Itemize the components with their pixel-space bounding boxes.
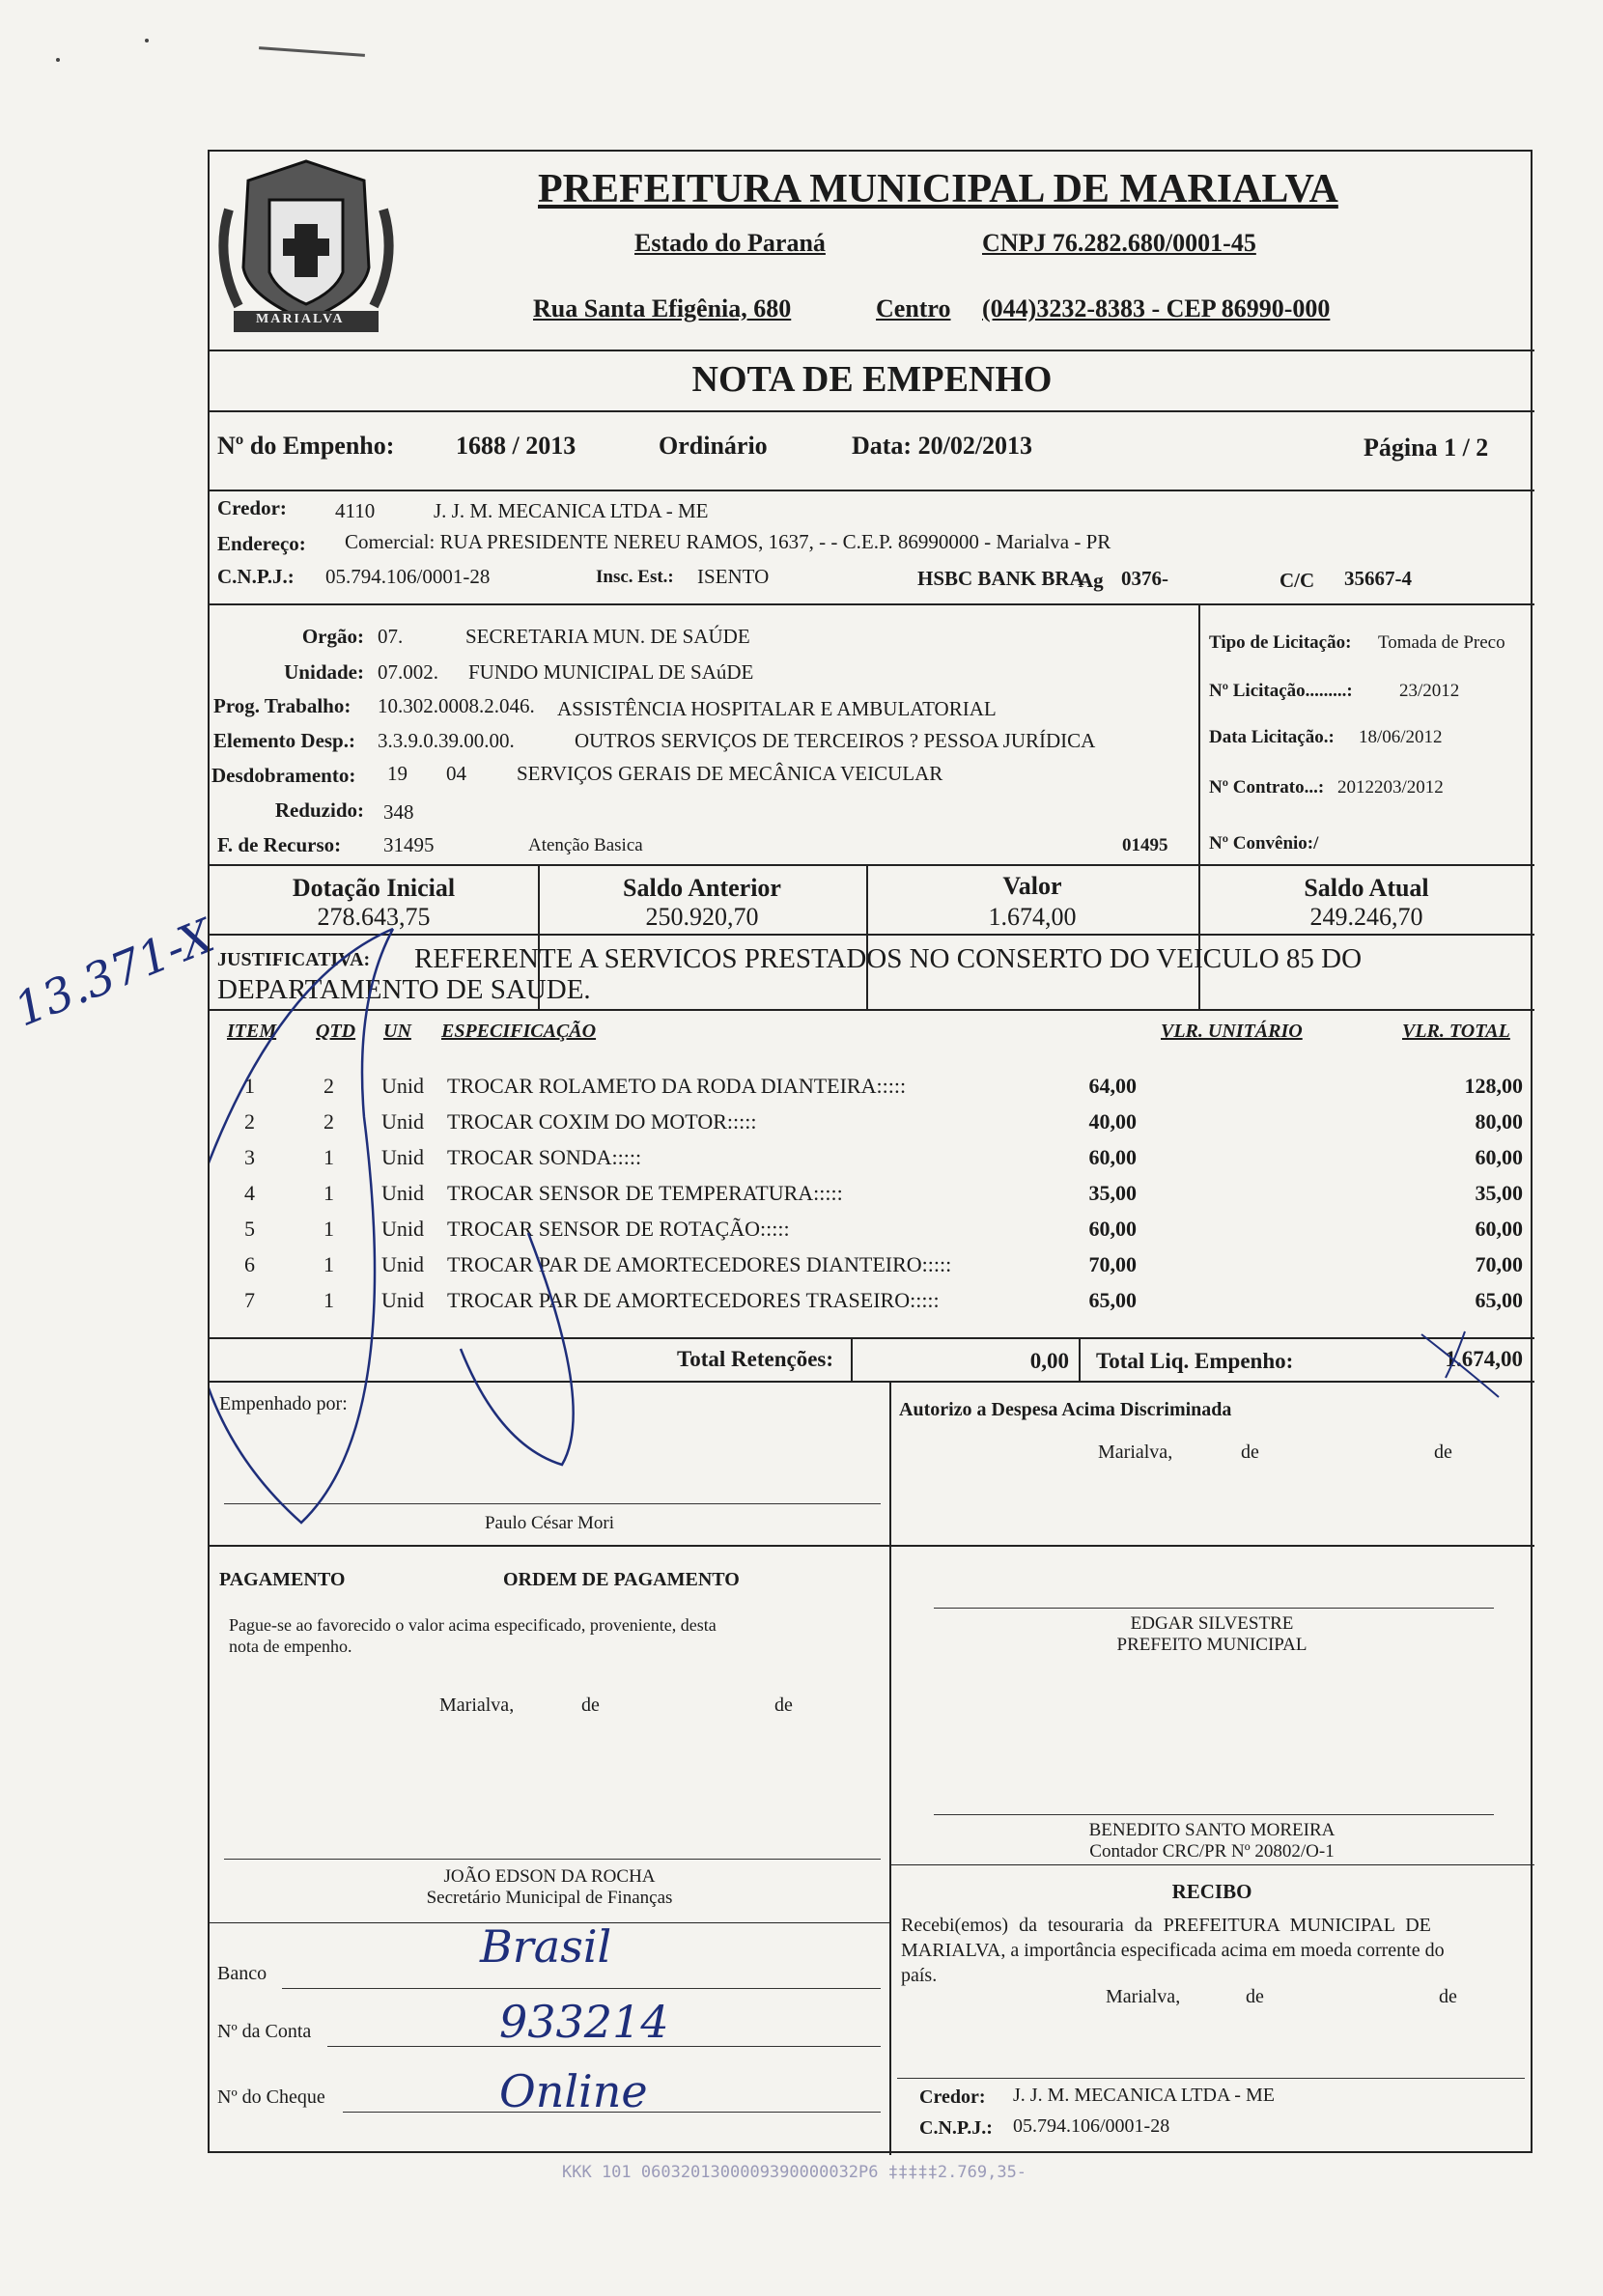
recibo-de-1: de (1246, 1986, 1264, 2007)
empenho-number-label: Nº do Empenho: (217, 432, 395, 460)
account-label: C/C (1280, 569, 1315, 592)
item-unit: Unid (381, 1181, 424, 1205)
item-unit: Unid (381, 1288, 424, 1312)
empenho-type: Ordinário (659, 432, 768, 460)
autorizo-label: Autorizo a Despesa Acima Discriminada (899, 1399, 1232, 1420)
saldo-atual-label: Saldo Atual (1304, 874, 1429, 902)
saldo-anterior-label: Saldo Anterior (623, 874, 781, 902)
col-espec-header: ESPECIFICAÇÃO (441, 1021, 597, 1042)
credor-label: Credor: (217, 496, 287, 519)
reduzido-value: 348 (383, 800, 414, 824)
item-quantity: 2 (323, 1074, 334, 1098)
page-number: Página 1 / 2 (1364, 434, 1489, 462)
pague-line-1: Pague-se ao favorecido o valor acima especificado, proveniente, desta (229, 1615, 717, 1635)
licitacao-number-label: Nº Licitação.........: (1209, 681, 1353, 701)
justificativa-label: JUSTIFICATIVA: (217, 949, 371, 970)
item-description: TROCAR SENSOR DE TEMPERATURA::::: (447, 1181, 843, 1205)
item-total-price: 70,00 (1475, 1252, 1523, 1276)
margin-handwritten-note: 13.371-X (7, 909, 222, 1038)
banco-handwritten: Brasil (480, 1920, 612, 1973)
reduzido-label: Reduzido: (274, 798, 364, 822)
cnpj-prefeitura: CNPJ 76.282.680/0001-45 (982, 229, 1256, 257)
col-item-header: ITEM (227, 1021, 277, 1042)
recurso-code: 31495 (383, 833, 435, 856)
credor-code: 4110 (335, 499, 376, 522)
address-street: Rua Santa Efigênia, 680 (533, 294, 792, 322)
cheque-handwritten: Online (499, 2065, 648, 2117)
recibo-cnpj-label: C.N.P.J.: (919, 2117, 993, 2139)
tipo-licitacao-value: Tomada de Preco (1378, 632, 1505, 653)
item-quantity: 1 (323, 1252, 334, 1276)
valor-label: Valor (1002, 872, 1062, 900)
prog-label: Prog. Trabalho: (213, 694, 352, 717)
licitacao-date-label: Data Licitação.: (1209, 727, 1335, 747)
endereco-label: Endereço: (217, 532, 306, 555)
insc-label: Insc. Est.: (596, 567, 674, 587)
recibo-cnpj: 05.794.106/0001-28 (1013, 2115, 1170, 2137)
credor-insc: ISENTO (697, 565, 770, 588)
col-vt-header: VLR. TOTAL (1402, 1021, 1510, 1042)
recibo-de-2: de (1439, 1986, 1457, 2007)
recurso-number: 01495 (1122, 835, 1168, 855)
item-description: TROCAR SENSOR DE ROTAÇÃO::::: (447, 1217, 790, 1241)
total-liquido-label: Total Liq. Empenho: (1096, 1349, 1294, 1373)
item-total-price: 35,00 (1475, 1181, 1523, 1205)
item-total-price: 60,00 (1475, 1217, 1523, 1241)
item-number: 2 (244, 1109, 255, 1134)
recurso-label: F. de Recurso: (217, 833, 342, 856)
scan-speck (56, 58, 60, 62)
item-unit: Unid (381, 1145, 424, 1169)
justificativa-line-1: REFERENTE A SERVICOS PRESTADOS NO CONSERTO DO VEICULO 85 DO (414, 943, 1363, 974)
desdobramento-code-1: 19 (387, 762, 408, 785)
estado-label: Estado do Paraná (634, 229, 826, 257)
item-number: 4 (244, 1181, 255, 1205)
item-quantity: 2 (323, 1109, 334, 1134)
item-unit-price: 70,00 (1088, 1252, 1137, 1276)
financas-title: Secretário Municipal de Finanças (426, 1888, 673, 1908)
orgao-name: SECRETARIA MUN. DE SAÚDE (465, 625, 750, 648)
item-unit-price: 60,00 (1088, 1217, 1137, 1241)
credor-cnpj: 05.794.106/0001-28 (325, 565, 491, 588)
document-title: NOTA DE EMPENHO (691, 359, 1053, 400)
item-quantity: 1 (323, 1217, 334, 1241)
recibo-credor-name: J. J. M. MECANICA LTDA - ME (1013, 2085, 1275, 2106)
item-unit-price: 65,00 (1088, 1288, 1137, 1312)
credor-name: J. J. M. MECANICA LTDA - ME (434, 499, 709, 522)
item-description: TROCAR PAR DE AMORTECEDORES DIANTEIRO::::: (447, 1252, 952, 1276)
empenhado-name: Paulo César Mori (484, 1513, 615, 1533)
address-phone-cep: (044)3232-8383 - CEP 86990-000 (982, 294, 1331, 322)
item-quantity: 1 (323, 1288, 334, 1312)
address-district: Centro (876, 294, 951, 322)
item-quantity: 1 (323, 1145, 334, 1169)
item-description: TROCAR ROLAMETO DA RODA DIANTEIRA::::: (447, 1074, 907, 1098)
item-unit-price: 35,00 (1088, 1181, 1137, 1205)
justificativa-line-2: DEPARTAMENTO DE SAUDE. (217, 974, 591, 1005)
prefeito-title: PREFEITO MUNICIPAL (1116, 1635, 1308, 1655)
contador-title: Contador CRC/PR Nº 20802/O-1 (1089, 1841, 1335, 1862)
cnpj-label: C.N.P.J.: (217, 565, 295, 588)
item-total-price: 80,00 (1475, 1109, 1523, 1134)
financas-name: JOÃO EDSON DA ROCHA (443, 1866, 656, 1887)
item-number: 6 (244, 1252, 255, 1276)
unidade-label: Unidade: (284, 660, 364, 684)
pague-line-2: nota de empenho. (229, 1637, 352, 1656)
item-number: 5 (244, 1217, 255, 1241)
pagamento-de-2: de (774, 1694, 793, 1716)
cheque-label: Nº do Cheque (217, 2086, 325, 2108)
recibo-line-2: MARIALVA, a importância especificada acima em moeda corrente do (901, 1940, 1445, 1961)
logo-banner-text: MARIALVA (256, 312, 345, 326)
convenio-label: Nº Convênio:/ (1209, 833, 1319, 854)
valor-value: 1.674,00 (988, 903, 1077, 931)
scan-speck (145, 39, 149, 42)
empenho-number: 1688 / 2013 (456, 432, 577, 460)
scan-speck (259, 46, 365, 57)
col-un-header: UN (383, 1021, 411, 1042)
total-liquido-value: 1.674,00 (1445, 1347, 1523, 1371)
conta-handwritten: 933214 (499, 1996, 669, 2048)
total-retencoes-label: Total Retenções: (677, 1347, 834, 1371)
item-unit-price: 40,00 (1088, 1109, 1137, 1134)
contrato-number: 2012203/2012 (1337, 777, 1444, 798)
ordem-pagamento-label: ORDEM DE PAGAMENTO (503, 1569, 740, 1590)
dotacao-label: Dotação Inicial (292, 874, 456, 902)
autorizo-de-1: de (1241, 1442, 1259, 1463)
pagamento-de-1: de (581, 1694, 600, 1716)
elemento-name: OUTROS SERVIÇOS DE TERCEIROS ? PESSOA JURÍDICA (575, 729, 1096, 752)
item-unit: Unid (381, 1217, 424, 1241)
item-total-price: 65,00 (1475, 1288, 1523, 1312)
item-number: 7 (244, 1288, 255, 1312)
dotacao-value: 278.643,75 (317, 903, 431, 931)
item-unit-price: 60,00 (1088, 1145, 1137, 1169)
pagamento-label: PAGAMENTO (219, 1569, 346, 1590)
pagamento-city: Marialva, (439, 1694, 515, 1716)
item-total-price: 128,00 (1464, 1074, 1523, 1098)
unidade-code: 07.002. (378, 660, 438, 684)
empenho-date: Data: 20/02/2013 (852, 432, 1033, 460)
item-unit-price: 64,00 (1088, 1074, 1137, 1098)
item-quantity: 1 (323, 1181, 334, 1205)
prefeito-name: EDGAR SILVESTRE (1130, 1613, 1294, 1634)
footer-processing-code: KKK 101 0603201300009390000032P6 ‡‡‡‡‡2.769,35- (562, 2163, 1027, 2182)
agency-label: Ag (1079, 569, 1104, 592)
licitacao-number: 23/2012 (1399, 681, 1460, 701)
col-vu-header: VLR. UNITÁRIO (1161, 1021, 1303, 1042)
elemento-label: Elemento Desp.: (213, 729, 355, 752)
recibo-credor-label: Credor: (919, 2086, 986, 2108)
item-description: TROCAR PAR DE AMORTECEDORES TRASEIRO::::: (447, 1288, 940, 1312)
unidade-name: FUNDO MUNICIPAL DE SAúDE (468, 660, 754, 684)
agency-number: 0376- (1121, 567, 1168, 590)
saldo-atual-value: 249.246,70 (1309, 903, 1423, 931)
prog-name: ASSISTÊNCIA HOSPITALAR E AMBULATORIAL (557, 697, 997, 720)
item-unit: Unid (381, 1252, 424, 1276)
empenhado-label: Empenhado por: (219, 1393, 348, 1414)
total-retencoes-value: 0,00 (1029, 1349, 1069, 1373)
contrato-label: Nº Contrato...: (1209, 777, 1325, 798)
document-frame (208, 150, 1533, 2153)
recibo-line-1: Recebi(emos) da tesouraria da PREFEITURA MUNICIPAL DE (901, 1915, 1431, 1936)
prog-code: 10.302.0008.2.046. (378, 694, 535, 717)
item-number: 3 (244, 1145, 255, 1169)
recibo-city: Marialva, (1106, 1986, 1181, 2007)
bank-name: HSBC BANK BRA (917, 567, 1084, 590)
item-number: 1 (244, 1074, 255, 1098)
account-number: 35667-4 (1344, 567, 1412, 590)
conta-label: Nº da Conta (217, 2021, 312, 2042)
col-qtd-header: QTD (316, 1021, 356, 1042)
desdobramento-code-2: 04 (446, 762, 466, 785)
credor-address: Comercial: RUA PRESIDENTE NEREU RAMOS, 1637, - - C.E.P. 86990000 - Marialva - PR (345, 530, 1111, 553)
item-description: TROCAR COXIM DO MOTOR::::: (447, 1109, 757, 1134)
licitacao-date: 18/06/2012 (1359, 727, 1443, 747)
item-unit: Unid (381, 1109, 424, 1134)
desdobramento-name: SERVIÇOS GERAIS DE MECÂNICA VEICULAR (517, 762, 943, 785)
autorizo-de-2: de (1434, 1442, 1452, 1463)
pen-scribble (210, 152, 1534, 2155)
item-total-price: 60,00 (1475, 1145, 1523, 1169)
tipo-licitacao-label: Tipo de Licitação: (1209, 632, 1352, 653)
recurso-name: Atenção Basica (528, 835, 643, 855)
desdobramento-label: Desdobramento: (211, 764, 356, 787)
contador-name: BENEDITO SANTO MOREIRA (1088, 1820, 1336, 1840)
elemento-code: 3.3.9.0.39.00.00. (378, 729, 515, 752)
recibo-line-3: país. (901, 1965, 938, 1986)
item-unit: Unid (381, 1074, 424, 1098)
banco-label: Banco (217, 1963, 267, 1984)
orgao-label: Orgão: (301, 625, 364, 648)
page-title: PREFEITURA MUNICIPAL DE MARIALVA (538, 167, 1338, 211)
autorizo-city: Marialva, (1098, 1442, 1173, 1463)
orgao-code: 07. (378, 625, 404, 648)
recibo-title: RECIBO (1171, 1880, 1252, 1903)
item-description: TROCAR SONDA::::: (447, 1145, 642, 1169)
saldo-anterior-value: 250.920,70 (645, 903, 759, 931)
